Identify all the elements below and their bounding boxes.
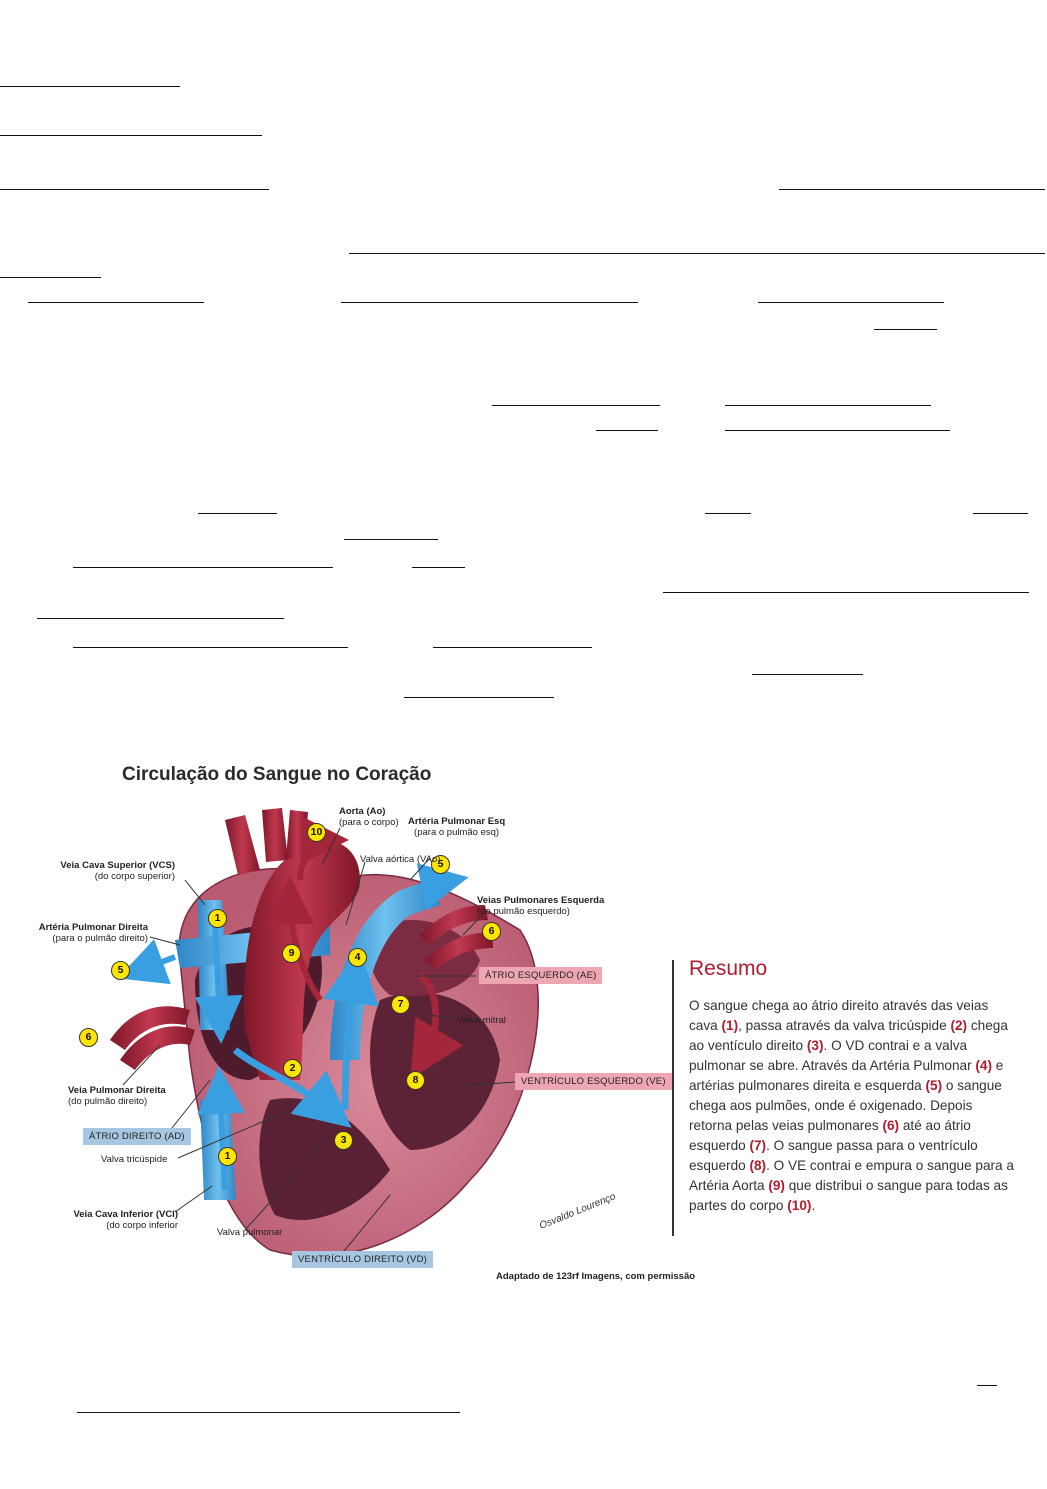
resumo-title: Resumo [689, 957, 768, 980]
label-pulmonary-artery-right [10, 922, 148, 944]
resumo-ref: (5) [925, 1078, 943, 1093]
step-badge: 10 [307, 823, 326, 842]
step-badge: 4 [348, 948, 367, 967]
resumo-segment: . O VD contrai e a valva pulmonar se abre. Através da Artéria Pulmonar [689, 1038, 976, 1073]
label-apesq-sub: (para o pulmão esq) [414, 827, 500, 838]
label-vci-title: Veia Cava Inferior (VCI) [73, 1209, 178, 1220]
label-apdir-title: Artéria Pulmonar Direita [38, 922, 148, 933]
resumo-text [689, 996, 1014, 1216]
step-badge: 1 [208, 909, 227, 928]
step-badge: 2 [283, 1059, 302, 1078]
resumo-ref: (7) [749, 1138, 767, 1153]
label-vci-sub: (do corpo inferior [106, 1220, 178, 1231]
resumo-segment: chega ao ventículo direito [689, 1018, 1008, 1053]
label-inferior-vena-cava [28, 1209, 178, 1231]
resumo-divider [672, 960, 674, 1236]
flow-arrow [140, 957, 175, 970]
resumo-segment: . [811, 1198, 816, 1213]
label-pulmonary-artery-left [408, 816, 505, 838]
label-left-ventricle: VENTRÍCULO ESQUERDO (VE) [515, 1073, 672, 1090]
step-badge: 6 [482, 922, 501, 941]
step-badge: 7 [391, 995, 410, 1014]
figure-title: Circulação do Sangue no Coração [122, 764, 432, 785]
label-vcs-title: Veia Cava Superior (VCS) [60, 860, 175, 871]
resumo-ref: (10) [787, 1198, 812, 1213]
label-left-atrium: ÁTRIO ESQUERDO (AE) [479, 967, 602, 984]
label-apdir-sub: (para o pulmão direito) [52, 933, 148, 944]
label-vpesq-title: Veias Pulmonares Esquerda [477, 895, 605, 906]
resumo-ref: (4) [975, 1058, 992, 1073]
resumo-segment: que distribui o sangue para todas as partes do corpo [689, 1178, 1008, 1213]
resumo-ref: (3) [806, 1038, 824, 1053]
label-tricuspid-valve: Valva tricúspide [101, 1154, 168, 1165]
step-badge: 6 [79, 1028, 98, 1047]
step-badge: 5 [111, 961, 130, 980]
resumo-segment: e artérias pulmonares direita e esquerda [689, 1058, 1004, 1093]
label-vpesq-sub: (do pulmão esquerdo) [477, 906, 570, 917]
label-aorta-title: Aorta (Ao) [339, 806, 386, 817]
resumo-ref: (8) [749, 1158, 767, 1173]
label-aorta [339, 806, 399, 828]
step-badge: 1 [218, 1147, 237, 1166]
label-vpdir-sub: (do pulmão direito) [68, 1096, 148, 1107]
step-badge: 9 [282, 944, 301, 963]
step-badge: 8 [406, 1071, 425, 1090]
label-right-atrium: ÁTRIO DIREITO (AD) [83, 1128, 191, 1145]
aorta-branch [262, 808, 288, 862]
resumo-segment: o sangue chega aos pulmões, onde é oxigenado. Depois retorna pelas veias pulmonares [689, 1078, 1002, 1133]
resumo-ref: (9) [768, 1178, 785, 1193]
label-vcs-sub: (do corpo superior) [94, 871, 175, 882]
label-aortic-valve: Valva aórtica (VAo) [360, 854, 441, 865]
aorta-branch [225, 815, 260, 875]
label-superior-vena-cava [30, 860, 175, 882]
resumo-ref: (1) [721, 1018, 739, 1033]
label-mitral-valve: Valva mitral [457, 1015, 506, 1026]
resumo-ref: (6) [882, 1118, 900, 1133]
resumo-segment: até ao átrio esquerdo [689, 1118, 971, 1153]
resumo-segment: . O VE contrai e empura o sangue para a Artéria Aorta [689, 1158, 1014, 1193]
step-badge: 3 [334, 1131, 353, 1150]
label-right-ventricle: VENTRÍCULO DIREITO (VD) [292, 1251, 433, 1268]
label-pulmonary-veins-left [477, 895, 604, 917]
label-vpdir-title: Veia Pulmonar Direita [68, 1085, 166, 1096]
image-credit: Adaptado de 123rf Imagens, com permissão [496, 1271, 696, 1282]
artist-signature: Osvaldo Lourenço [537, 1191, 618, 1232]
label-aorta-sub: (para o corpo) [339, 817, 399, 828]
label-apesq-title: Artéria Pulmonar Esq [408, 816, 506, 827]
resumo-segment: O sangue chega ao átrio direito através das veias cava [689, 998, 989, 1033]
resumo-segment: , passa através da valva tricúspide [738, 1018, 951, 1033]
label-pulmonary-vein-right [68, 1085, 166, 1107]
step-badge: 5 [431, 855, 450, 874]
resumo-ref: (2) [950, 1018, 968, 1033]
label-pulmonary-valve: Valva pulmonar [217, 1227, 283, 1238]
resumo-segment: . O sangue passa para o ventrículo esquerdo [689, 1138, 978, 1173]
